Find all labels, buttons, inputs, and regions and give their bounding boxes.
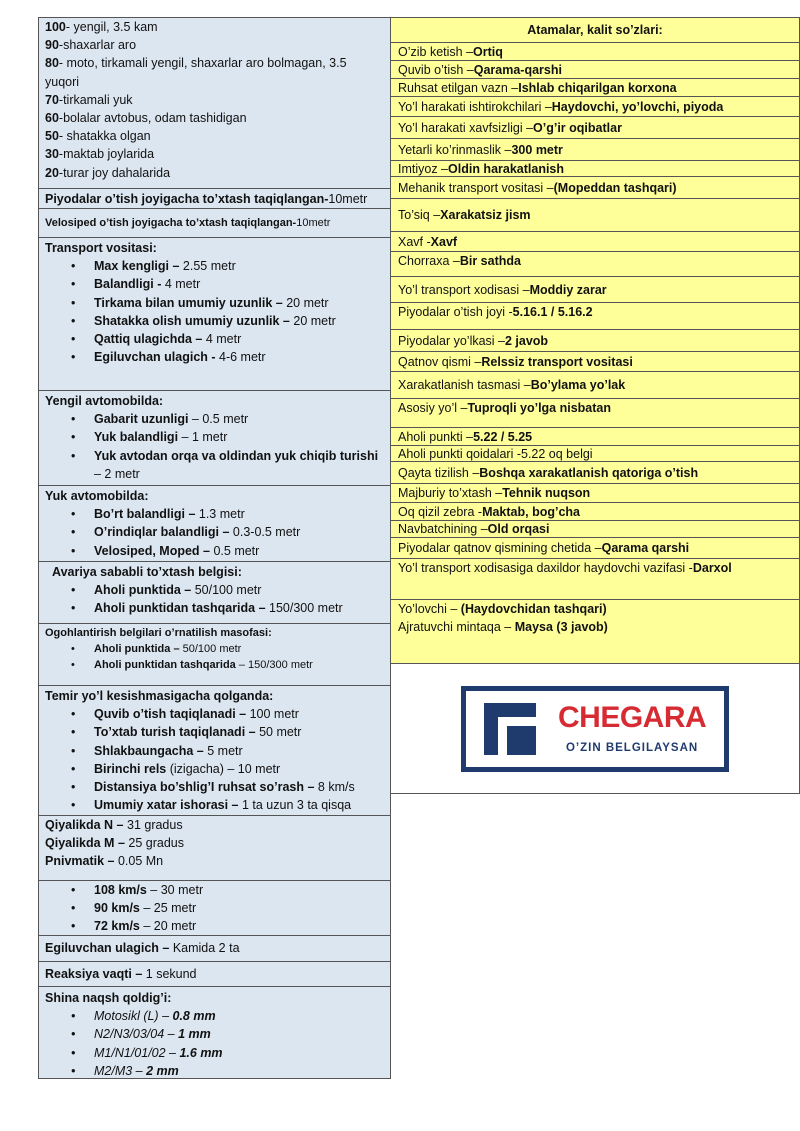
warning-signs-cell bbox=[38, 623, 391, 686]
list-item: • Quvib o’tish taqiqlanadi – 100 metr bbox=[45, 705, 384, 723]
list-item: • O’rindiqlar balandligi – 0.3-0.5 metr bbox=[45, 523, 384, 541]
bicycle-stop-cell: Velosiped o’tish joyigacha to’xtash taqiqlangan-10metr bbox=[38, 208, 391, 238]
list-item: • Aholi punktida – 50/100 metr bbox=[45, 581, 384, 599]
logo-title: CHEGARA bbox=[558, 700, 707, 734]
list-item: • Aholi punktidan tashqarida – 150/300 metr bbox=[45, 657, 384, 673]
term-row: Navbatchining – Old orqasi bbox=[390, 520, 800, 538]
list-item: • Motosikl (L) – 0.8 mm bbox=[45, 1007, 384, 1025]
term-row: Qayta tizilish – Boshqa xarakatlanish qatoriga o’tish bbox=[390, 461, 800, 484]
reaction-time-cell: Reaksiya vaqti – 1 sekund bbox=[38, 961, 391, 987]
list-item: • Shatakka olish umumiy uzunlik – 20 metr bbox=[45, 312, 384, 330]
slope-n: Qiyalikda N – 31 gradus bbox=[45, 818, 183, 832]
transport-cell bbox=[38, 237, 391, 391]
pneumatic: Pnivmatik – 0.05 Mn bbox=[45, 854, 164, 869]
list-item: • Qattiq ulagichda – 4 metr bbox=[45, 330, 384, 348]
term-row: To’siq – Xarakatsiz jism bbox=[390, 198, 800, 232]
speed-limit-30: 30-maktab joylarida bbox=[45, 147, 155, 162]
list-item: • To’xtab turish taqiqlanadi – 50 metr bbox=[45, 723, 384, 741]
distance-cell bbox=[38, 880, 391, 936]
slope-cell bbox=[38, 815, 391, 881]
tread-list bbox=[45, 1007, 384, 1079]
chegara-logo bbox=[461, 686, 729, 772]
transport-list bbox=[45, 257, 384, 366]
transport-title: Transport vositasi: bbox=[45, 241, 157, 255]
list-item: • Max kengligi – 2.55 metr bbox=[45, 257, 384, 275]
term-row: Yo’l harakati ishtirokchilari – Haydovchi, yo’lovchi, piyoda bbox=[390, 96, 800, 117]
term-row: Chorraxa – Bir sathda bbox=[390, 251, 800, 277]
speed-limit-80: 80- moto, tirkamali yengil, shaxarlar aro bolmagan, 3.5 yuqori bbox=[45, 56, 347, 89]
list-item: • Aholi punktida – 50/100 metr bbox=[45, 641, 384, 657]
list-item: • Yuk avtodan orqa va oldindan yuk chiqib turishi – 2 metr bbox=[45, 447, 384, 483]
speed-limit-90: 90-shaxarlar aro bbox=[45, 38, 137, 53]
car-title: Yengil avtomobilda: bbox=[45, 394, 164, 408]
term-row: Aholi punkti qoidalari -5.22 oq belgi bbox=[390, 445, 800, 462]
speed-limits-cell bbox=[38, 17, 391, 189]
tread-title: Shina naqsh qoldig’i: bbox=[45, 991, 172, 1005]
list-item: • Tirkama bilan umumiy uzunlik – 20 metr bbox=[45, 294, 384, 312]
slope-m: Qiyalikda M – 25 gradus bbox=[45, 836, 184, 851]
list-item: • Distansiya bo’shlig’I ruhsat so’rash – 8 km/s bbox=[45, 778, 384, 796]
list-item: • M1/N1/01/02 – 1.6 mm bbox=[45, 1044, 384, 1062]
railway-cell bbox=[38, 685, 391, 816]
term-row: Imtiyoz – Oldin harakatlanish bbox=[390, 160, 800, 177]
list-item: • Birinchi rels (izigacha) – 10 metr bbox=[45, 760, 384, 778]
list-item: • M2/M3 – 2 mm bbox=[45, 1062, 384, 1079]
term-row: Mehanik transport vositasi – (Mopeddan tashqari) bbox=[390, 176, 800, 199]
truck-cell bbox=[38, 485, 391, 562]
list-item: • Bo’rt balandligi – 1.3 metr bbox=[45, 505, 384, 523]
list-item: • 108 km/s – 30 metr bbox=[45, 881, 384, 899]
railway-list bbox=[45, 705, 384, 814]
list-item: • Balandligi - 4 metr bbox=[45, 275, 384, 293]
tread-cell bbox=[38, 986, 391, 1079]
speed-limit-60: 60-bolalar avtobus, odam tashidigan bbox=[45, 111, 247, 126]
distance-list bbox=[45, 881, 384, 936]
term-row: Oq qizil zebra - Maktab, bog’cha bbox=[390, 502, 800, 521]
term-row: Ajratuvchi mintaqa – Maysa (3 javob) bbox=[398, 620, 608, 634]
logo-cell bbox=[390, 663, 800, 794]
term-group bbox=[390, 599, 800, 664]
accident-cell bbox=[38, 561, 391, 624]
right-column bbox=[390, 18, 800, 794]
truck-list bbox=[45, 505, 384, 560]
term-row: O’zib ketish – Ortiq bbox=[390, 42, 800, 61]
warning-title: Ogohlantirish belgilari o’rnatilish masofasi: bbox=[45, 627, 272, 639]
list-item: • Egiluvchan ulagich - 4-6 metr bbox=[45, 348, 384, 366]
flex-coupling-cell: Egiluvchan ulagich – Kamida 2 ta bbox=[38, 935, 391, 962]
list-item: • Yuk balandligi – 1 metr bbox=[45, 428, 384, 446]
term-row: Ruhsat etilgan vazn – Ishlab chiqarilgan korxona bbox=[390, 78, 800, 97]
logo-mark-icon bbox=[484, 703, 536, 755]
list-item: • 72 km/s – 20 metr bbox=[45, 917, 384, 935]
term-row: Piyodalar o’tish joyi - 5.16.1 / 5.16.2 bbox=[390, 302, 800, 330]
warning-list bbox=[45, 641, 384, 673]
speed-limit-100: 100- yengil, 3.5 kam bbox=[45, 20, 158, 34]
logo-subtitle: O’ZIN BELGILAYSAN bbox=[565, 741, 699, 754]
truck-title: Yuk avtomobilda: bbox=[45, 489, 149, 503]
term-row: Qatnov qismi – Relssiz transport vositasi bbox=[390, 351, 800, 372]
car-cell bbox=[38, 390, 391, 486]
terms-header: Atamalar, kalit so’zlari: bbox=[390, 17, 800, 43]
term-row: Xavf - Xavf bbox=[390, 231, 800, 252]
term-row: Aholi punkti – 5.22 / 5.25 bbox=[390, 427, 800, 446]
term-row: Quvib o’tish – Qarama-qarshi bbox=[390, 60, 800, 79]
term-row: Xarakatlanish tasmasi – Bo’ylama yo’lak bbox=[390, 371, 800, 399]
term-row: Yo’l transport xodisasi – Moddiy zarar bbox=[390, 276, 800, 303]
railway-title: Temir yo’l kesishmasigacha qolganda: bbox=[45, 689, 274, 703]
speed-limit-70: 70-tirkamali yuk bbox=[45, 92, 133, 107]
term-row: Yo’l harakati xavfsizligi – O’g’ir oqibatlar bbox=[390, 116, 800, 139]
car-list bbox=[45, 410, 384, 483]
term-row: Asosiy yo’l – Tuproqli yo’lga nisbatan bbox=[390, 398, 800, 428]
pedestrian-stop-cell: Piyodalar o’tish joyigacha to’xtash taqiqlangan-10metr bbox=[38, 188, 391, 209]
term-row: Yetarli ko’rinmaslik – 300 metr bbox=[390, 138, 800, 161]
accident-title: Avariya sababli to’xtash belgisi: bbox=[52, 565, 242, 579]
list-item: • Velosiped, Moped – 0.5 metr bbox=[45, 542, 384, 560]
term-row: Majburiy to’xtash – Tehnik nuqson bbox=[390, 483, 800, 503]
term-row: Yo’lovchi – (Haydovchidan tashqari) bbox=[398, 602, 607, 616]
term-row: Piyodalar qatnov qismining chetida – Qarama qarshi bbox=[390, 537, 800, 559]
term-row: Piyodalar yo’lkasi – 2 javob bbox=[390, 329, 800, 352]
speed-limit-20: 20-turar joy dahalarida bbox=[45, 165, 171, 180]
list-item: • Umumiy xatar ishorasi – 1 ta uzun 3 ta qisqa bbox=[45, 796, 384, 814]
speed-limit-50: 50- shatakka olgan bbox=[45, 129, 151, 144]
list-item: • Gabarit uzunligi – 0.5 metr bbox=[45, 410, 384, 428]
list-item: • 90 km/s – 25 metr bbox=[45, 899, 384, 917]
list-item: • N2/N3/03/04 – 1 mm bbox=[45, 1025, 384, 1043]
accident-list bbox=[45, 581, 384, 617]
list-item: • Aholi punktidan tashqarida – 150/300 metr bbox=[45, 599, 384, 617]
left-column bbox=[38, 18, 391, 1079]
list-item: • Shlakbaungacha – 5 metr bbox=[45, 742, 384, 760]
term-row: Yo’l transport xodisasiga daxildor haydovchi vazifasi - Darxol bbox=[390, 558, 800, 600]
